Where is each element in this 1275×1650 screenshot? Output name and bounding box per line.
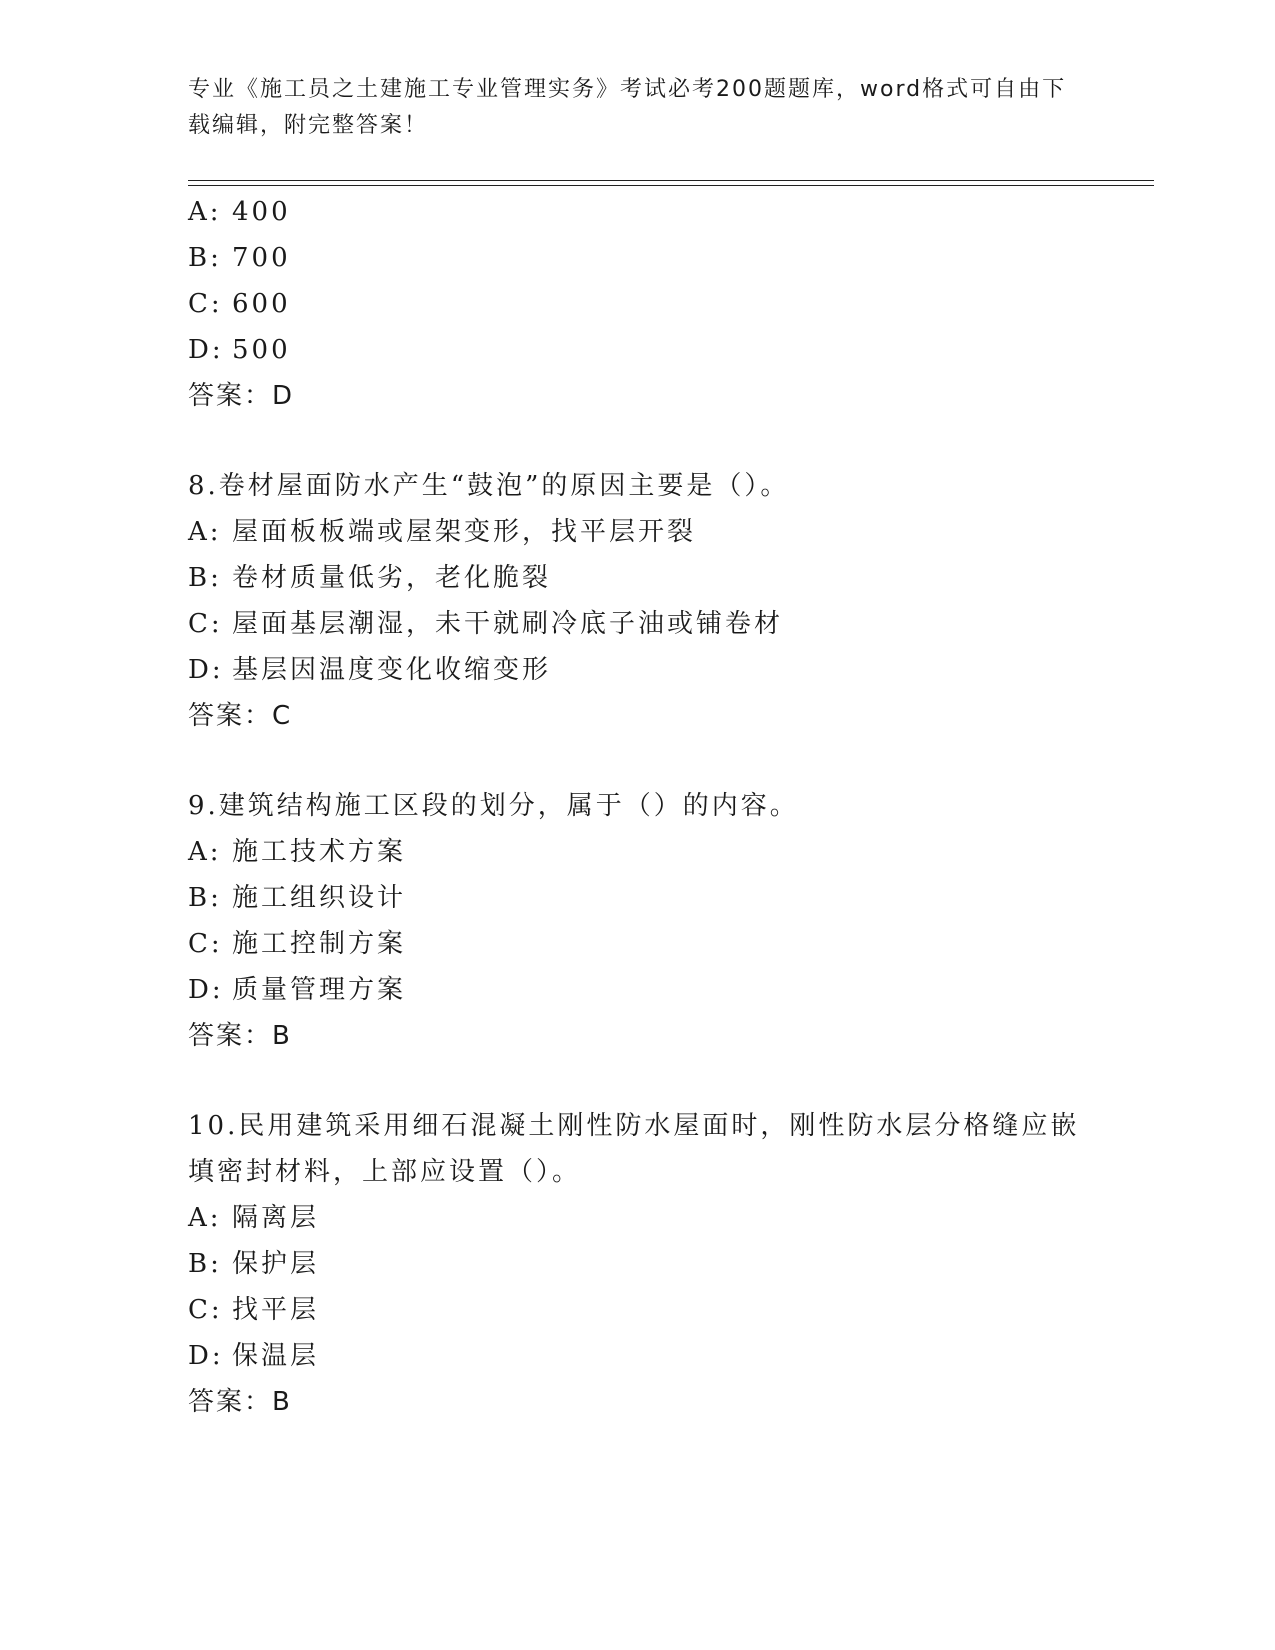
option-b: [188, 555, 1088, 601]
question-block-9: [188, 783, 1088, 1059]
option-label: A:: [188, 837, 222, 867]
option-text: 隔离层: [232, 1203, 320, 1233]
option-b: [188, 235, 1088, 281]
option-a: [188, 509, 1088, 555]
answer-line: 答案：D: [188, 381, 295, 411]
option-text: 700: [232, 243, 291, 273]
answer-line: 答案：C: [188, 701, 293, 731]
option-label: B:: [188, 563, 222, 593]
question-stem: 8.卷材屋面防水产生“鼓泡”的原因主要是（）。: [188, 471, 790, 501]
option-text: 屋面基层潮湿，未干就刷冷底子油或铺卷材: [232, 609, 784, 639]
option-label: D:: [188, 655, 224, 685]
option-label: C:: [188, 289, 223, 319]
option-d: [188, 967, 1088, 1013]
option-label: B:: [188, 243, 222, 273]
option-label: A:: [188, 517, 222, 547]
option-text: 施工技术方案: [232, 837, 407, 867]
question-stem: 9.建筑结构施工区段的划分，属于（）的内容。: [188, 791, 799, 821]
option-c: [188, 1287, 1088, 1333]
option-d: [188, 1333, 1088, 1379]
option-label: C:: [188, 929, 223, 959]
option-text: 卷材质量低劣，老化脆裂: [232, 563, 552, 593]
option-text: 找平层: [232, 1295, 320, 1325]
option-text: 600: [232, 289, 291, 319]
option-a: [188, 829, 1088, 875]
option-a: [188, 189, 1088, 235]
header-rule-top: [188, 180, 1154, 181]
question-content: [188, 189, 1088, 1425]
option-c: [188, 281, 1088, 327]
option-label: D:: [188, 335, 224, 365]
option-d: [188, 327, 1088, 373]
option-label: B:: [188, 883, 222, 913]
option-text: 质量管理方案: [232, 975, 407, 1005]
option-text: 施工控制方案: [232, 929, 407, 959]
option-label: D:: [188, 1341, 224, 1371]
option-b: [188, 875, 1088, 921]
option-a: [188, 1195, 1088, 1241]
option-c: [188, 921, 1088, 967]
option-text: 屋面板板端或屋架变形，找平层开裂: [232, 517, 697, 547]
prev-question-block: [188, 189, 1088, 419]
option-label: C:: [188, 1295, 223, 1325]
question-stem: 10.民用建筑采用细石混凝土刚性防水屋面时，刚性防水层分格缝应嵌填密封材料，上部应设置（）。: [188, 1111, 1080, 1187]
option-text: 基层因温度变化收缩变形: [232, 655, 552, 685]
document-header: 专业《施工员之土建施工专业管理实务》考试必考200题题库，word格式可自由下载编辑，附完整答案！: [188, 77, 1067, 138]
option-b: [188, 1241, 1088, 1287]
option-text: 施工组织设计: [232, 883, 407, 913]
option-label: A:: [188, 197, 222, 227]
question-block-10: [188, 1103, 1088, 1425]
option-label: A:: [188, 1203, 222, 1233]
option-label: C:: [188, 609, 223, 639]
option-c: [188, 601, 1088, 647]
question-block-8: [188, 463, 1088, 739]
option-d: [188, 647, 1088, 693]
header-rule-bottom: [188, 185, 1154, 186]
option-text: 500: [232, 335, 291, 365]
option-text: 保护层: [232, 1249, 320, 1279]
option-label: B:: [188, 1249, 222, 1279]
option-text: 保温层: [232, 1341, 320, 1371]
answer-line: 答案：B: [188, 1021, 292, 1051]
answer-line: 答案：B: [188, 1387, 292, 1417]
option-text: 400: [232, 197, 291, 227]
option-label: D:: [188, 975, 224, 1005]
